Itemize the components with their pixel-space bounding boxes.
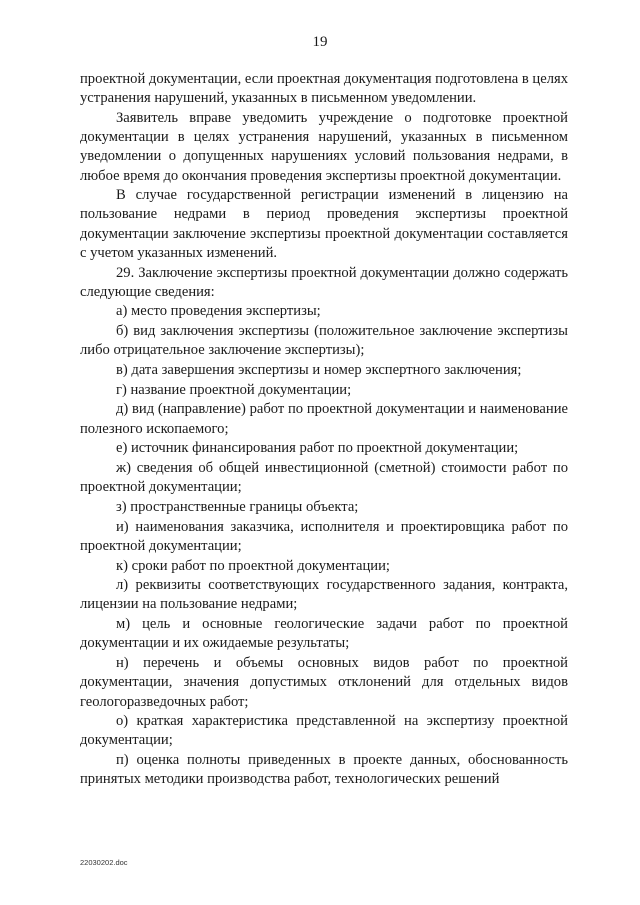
list-item: и) наименования заказчика, исполнителя и проектировщика работ по проектной документации; — [80, 518, 568, 554]
footer-filename: 22030202.doc — [80, 858, 128, 867]
list-item: о) краткая характеристика представленной на экспертизу проектной документации; — [80, 713, 568, 749]
paragraph: 29. Заключение экспертизы проектной документации должно содержать следующие сведения: — [80, 264, 568, 300]
list-item: а) место проведения экспертизы; — [116, 303, 321, 320]
list-item: в) дата завершения экспертизы и номер экспертного заключения; — [116, 362, 522, 379]
list-item: е) источник финансирования работ по проектной документации; — [116, 440, 519, 457]
list-item: м) цель и основные геологические задачи работ по проектной документации и их ожидаемые результаты; — [80, 616, 568, 652]
list-item: л) реквизиты соответствующих государственного задания, контракта, лицензии на пользование недрами; — [80, 577, 568, 613]
list-item: н) перечень и объемы основных видов работ по проектной документации, значения допустимых отклонений для отдельных видов геологоразведочных работ; — [80, 655, 568, 710]
list-item: к) сроки работ по проектной документации; — [116, 557, 390, 574]
paragraph: В случае государственной регистрации изменений в лицензию на пользование недрами в период проведения экспертизы проектной документации заключение экспертизы проектной документации составляется с учетом указанных изменений. — [80, 187, 568, 261]
body-text — [80, 70, 568, 790]
page-number: 19 — [312, 34, 328, 50]
paragraph: проектной документации, если проектная документация подготовлена в целях устранения нарушений, указанных в письменном уведомлении. — [80, 71, 569, 107]
list-item: п) оценка полноты приведенных в проекте данных, обоснованность принятых методики производства работ, технологических решений — [80, 752, 568, 788]
list-item: д) вид (направление) работ по проектной документации и наименование полезного ископаемого; — [80, 401, 568, 437]
list-item: б) вид заключения экспертизы (положительное заключение экспертизы либо отрицательное заключение экспертизы); — [80, 323, 568, 359]
paragraph: Заявитель вправе уведомить учреждение о подготовке проектной документации в целях устранения нарушений, указанных в письменном уведомлении о допущенных нарушениях условий пользования недрами, в любое время до окончания проведения экспертизы проектной документации. — [80, 109, 568, 184]
list-item: з) пространственные границы объекта; — [116, 498, 359, 515]
list-item: ж) сведения об общей инвестиционной (сметной) стоимости работ по проектной документации; — [80, 460, 568, 496]
list-item: г) название проектной документации; — [116, 381, 352, 398]
